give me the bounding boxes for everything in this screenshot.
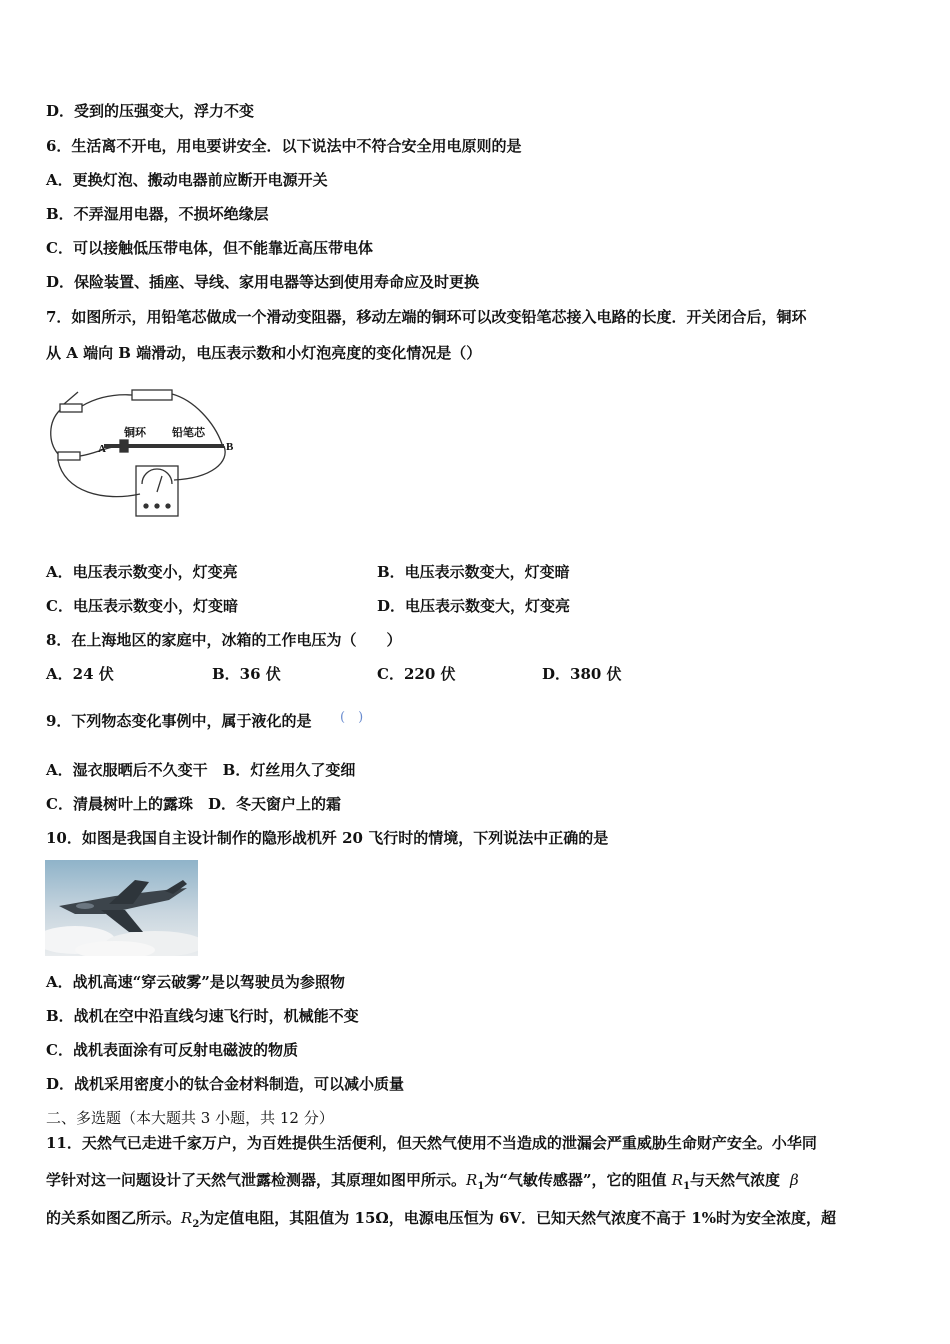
q8-option-b: B．36 伏 xyxy=(212,665,281,683)
q7-stem-line2: 从 A 端向 B 端滑动，电压表示数和小灯泡亮度的变化情况是（） xyxy=(46,344,482,362)
q10-option-b: B．战机在空中沿直线匀速飞行时，机械能不变 xyxy=(46,1007,359,1025)
q10-option-c: C．战机表面涂有可反射电磁波的物质 xyxy=(46,1041,298,1059)
section2-title: 二、多选题（本大题共 3 小题，共 12 分） xyxy=(46,1109,334,1127)
q11-line1: 11．天然气已走进千家万户，为百姓提供生活便利，但天然气使用不当造成的泄漏会严重威胁生命财产安全。小华同 xyxy=(46,1134,817,1152)
q6-option-a: A．更换灯泡、搬动电器前应断开电源开关 xyxy=(46,171,328,189)
switch-icon xyxy=(60,404,82,412)
q10-stem: 10．如图是我国自主设计制作的隐形战机歼 20 飞行时的情境，下列说法中正确的是 xyxy=(46,829,609,847)
q8-option-d: D．380 伏 xyxy=(542,665,622,683)
q10-option-d: D．战机采用密度小的钛合金材料制造，可以减小质量 xyxy=(46,1075,405,1093)
q7-option-b: B．电压表示数变大，灯变暗 xyxy=(377,563,570,581)
q7-option-d: D．电压表示数变大，灯变亮 xyxy=(377,597,571,615)
q9-stem: 9．下列物态变化事例中，属于液化的是 xyxy=(46,712,312,730)
q6-stem: 6．生活离不开电，用电要讲安全．以下说法中不符合安全用电原则的是 xyxy=(46,137,522,155)
q7-stem-line1: 7．如图所示，用铅笔芯做成一个滑动变阻器，移动左端的铜环可以改变铅笔芯接入电路的长度．开关闭合后，铜环 xyxy=(46,308,807,326)
q10-fighter-jet-photo xyxy=(45,860,198,956)
q10-option-a: A．战机高速“穿云破雾”是以驾驶员为参照物 xyxy=(46,973,345,991)
lamp-holder-icon xyxy=(132,390,172,400)
q9-options-row2: C．清晨树叶上的露珠 D．冬天窗户上的霜 xyxy=(46,795,341,813)
q9-options-row1: A．湿衣服晒后不久变干 B．灯丝用久了变细 xyxy=(46,761,356,779)
q5-option-d: D．受到的压强变大，浮力不变 xyxy=(46,102,255,120)
q7-option-a: A．电压表示数变小，灯变亮 xyxy=(46,563,238,581)
label-pencil-lead: 铅笔芯 xyxy=(172,426,205,439)
q9-answer-paren: ( ) xyxy=(340,710,364,725)
q7-circuit-figure xyxy=(44,382,244,532)
q6-option-c: C．可以接触低压带电体，但不能靠近高压带电体 xyxy=(46,239,373,257)
q6-option-d: D．保险装置、插座、导线、家用电器等达到使用寿命应及时更换 xyxy=(46,273,480,291)
q8-option-c: C．220 伏 xyxy=(377,665,456,683)
q8-option-a: A．24 伏 xyxy=(46,665,114,683)
copper-ring-icon xyxy=(120,440,128,452)
battery-icon xyxy=(58,452,80,460)
label-a: A xyxy=(98,443,106,455)
q11-line3: 的关系如图乙所示。$R_2$为定值电阻，其阻值为 15Ω，电源电压恒为 6V．已知天然气浓度不高于 1%时为安全浓度，超 xyxy=(46,1209,836,1230)
q6-option-b: B．不弄湿用电器，不损坏绝缘层 xyxy=(46,205,269,223)
q7-option-c: C．电压表示数变小，灯变暗 xyxy=(46,597,238,615)
q11-line2: 学针对这一问题设计了天然气泄露检测器，其原理如图甲所示。$R_1$为“气敏传感器”，它的阻值 $R_1$与天然气浓度 β xyxy=(46,1171,799,1192)
label-b: B xyxy=(226,441,234,453)
q8-stem: 8．在上海地区的家庭中，冰箱的工作电压为（ ） xyxy=(46,631,402,649)
label-copper-ring: 铜环 xyxy=(124,426,146,439)
